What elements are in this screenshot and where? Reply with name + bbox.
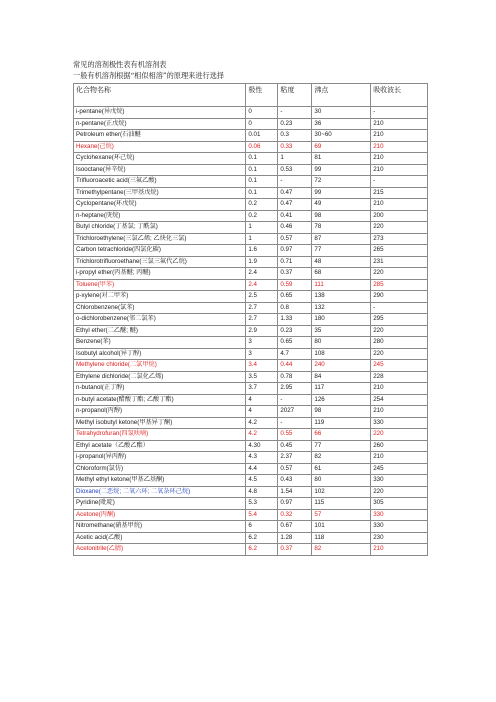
cell-uv-cutoff: - (371, 176, 428, 188)
cell-name: Methyl isobutyl ketone(甲基异丁酮) (74, 417, 246, 429)
cell-boiling-point: 77 (312, 440, 371, 452)
cell-uv-cutoff: 285 (371, 279, 428, 291)
cell-polarity: 4.5 (246, 475, 278, 487)
table-row (74, 325, 428, 337)
cell-polarity: 0.1 (246, 176, 278, 188)
cell-uv-cutoff: 305 (371, 498, 428, 510)
cell-uv-cutoff: 210 (371, 153, 428, 165)
cell-uv-cutoff: 231 (371, 256, 428, 268)
cell-uv-cutoff: 228 (371, 371, 428, 383)
cell-name: Nitromethane(硝基甲烷) (74, 521, 246, 533)
cell-uv-cutoff: 210 (371, 452, 428, 464)
cell-boiling-point: 68 (312, 268, 371, 280)
cell-name: Dioxane(二恶烷; 二氧六环; 二氧杂环己烷) (74, 486, 246, 498)
table-row (74, 440, 428, 452)
cell-boiling-point: 84 (312, 371, 371, 383)
cell-polarity: 4.2 (246, 417, 278, 429)
cell-polarity: 3.7 (246, 383, 278, 395)
cell-polarity: 5.4 (246, 509, 278, 521)
cell-uv-cutoff: 273 (371, 233, 428, 245)
cell-name: Butyl chloride(丁基氯; 丁酰氯) (74, 222, 246, 234)
cell-name: Hexane(己烷) (74, 141, 246, 153)
cell-polarity: 2.9 (246, 325, 278, 337)
cell-uv-cutoff: 210 (371, 130, 428, 142)
cell-boiling-point: 61 (312, 463, 371, 475)
cell-polarity: 0.1 (246, 187, 278, 199)
header-uv-cutoff: 吸收波长 (371, 84, 428, 107)
cell-boiling-point: 126 (312, 394, 371, 406)
table-row (74, 199, 428, 211)
cell-viscosity: 0.67 (278, 521, 312, 533)
cell-name: Ethylene dichloride(二氯化乙烯) (74, 371, 246, 383)
cell-boiling-point: 80 (312, 475, 371, 487)
table-body (74, 107, 428, 556)
cell-viscosity: - (278, 176, 312, 188)
cell-viscosity: 0.53 (278, 164, 312, 176)
cell-polarity: 3.5 (246, 371, 278, 383)
cell-boiling-point: 117 (312, 383, 371, 395)
cell-polarity: 0.1 (246, 153, 278, 165)
cell-viscosity: 0.32 (278, 509, 312, 521)
table-row (74, 406, 428, 418)
cell-boiling-point: 98 (312, 406, 371, 418)
cell-name: i-propyl ether(丙基醚; 丙醚) (74, 268, 246, 280)
cell-name: Acetone(丙酮) (74, 509, 246, 521)
cell-boiling-point: 99 (312, 164, 371, 176)
cell-polarity: 2.7 (246, 314, 278, 326)
cell-boiling-point: 82 (312, 544, 371, 556)
cell-polarity: 2.7 (246, 302, 278, 314)
cell-uv-cutoff: 265 (371, 245, 428, 257)
cell-viscosity: 1 (278, 153, 312, 165)
cell-polarity: 0 (246, 118, 278, 130)
cell-uv-cutoff: 210 (371, 118, 428, 130)
cell-polarity: 3 (246, 337, 278, 349)
cell-boiling-point: 72 (312, 176, 371, 188)
cell-boiling-point: 66 (312, 429, 371, 441)
cell-boiling-point: 36 (312, 118, 371, 130)
cell-name: n-butanol(正丁醇) (74, 383, 246, 395)
cell-uv-cutoff: 330 (371, 475, 428, 487)
table-row (74, 164, 428, 176)
table-row (74, 222, 428, 234)
table-row (74, 268, 428, 280)
table-row (74, 210, 428, 222)
cell-name: Methylene chloride(二氯甲烷) (74, 360, 246, 372)
cell-name: Toluene(甲苯) (74, 279, 246, 291)
doc-title: 常见的溶剂极性表有机溶剂表 (73, 60, 167, 69)
table-row (74, 141, 428, 153)
cell-boiling-point: 118 (312, 532, 371, 544)
cell-name: Carbon tetrachloride(四氯化碳) (74, 245, 246, 257)
cell-boiling-point: 101 (312, 521, 371, 533)
cell-name: n-propanol(丙醇) (74, 406, 246, 418)
header-boiling-point: 沸点 (312, 84, 371, 107)
table-row (74, 486, 428, 498)
cell-name: Pyridine(吡啶) (74, 498, 246, 510)
cell-viscosity: 2.37 (278, 452, 312, 464)
cell-polarity: 0 (246, 107, 278, 119)
cell-boiling-point: 77 (312, 245, 371, 257)
header-polarity: 极性 (246, 84, 278, 107)
cell-polarity: 0.01 (246, 130, 278, 142)
cell-uv-cutoff: 245 (371, 360, 428, 372)
cell-name: Cyclopentane(环戊烷) (74, 199, 246, 211)
table-row (74, 302, 428, 314)
cell-viscosity: 0.97 (278, 498, 312, 510)
cell-viscosity: - (278, 107, 312, 119)
cell-name: Trichloroethylene(三氯乙烯; 乙炔化三氯) (74, 233, 246, 245)
cell-viscosity: 0.47 (278, 187, 312, 199)
cell-boiling-point: 82 (312, 452, 371, 464)
table-row (74, 394, 428, 406)
cell-viscosity: 0.46 (278, 222, 312, 234)
cell-name: Acetic acid(乙酸) (74, 532, 246, 544)
cell-polarity: 0.1 (246, 164, 278, 176)
cell-viscosity: 0.8 (278, 302, 312, 314)
cell-viscosity: 0.33 (278, 141, 312, 153)
table-row (74, 429, 428, 441)
cell-viscosity: 0.47 (278, 199, 312, 211)
cell-name: Trifluoroacetic acid(三氟乙酸) (74, 176, 246, 188)
cell-viscosity: 0.23 (278, 325, 312, 337)
cell-viscosity: 0.37 (278, 268, 312, 280)
cell-polarity: 1.9 (246, 256, 278, 268)
cell-uv-cutoff: 220 (371, 268, 428, 280)
cell-viscosity: 2027 (278, 406, 312, 418)
cell-name: o-dichlorobenzene(邻二氯苯) (74, 314, 246, 326)
cell-uv-cutoff: 210 (371, 141, 428, 153)
table-row (74, 521, 428, 533)
table-row (74, 314, 428, 326)
cell-polarity: 2.4 (246, 268, 278, 280)
table-row (74, 107, 428, 119)
cell-viscosity: 0.65 (278, 337, 312, 349)
table-row (74, 291, 428, 303)
table-row (74, 371, 428, 383)
cell-boiling-point: 180 (312, 314, 371, 326)
cell-viscosity: 0.45 (278, 440, 312, 452)
cell-polarity: 6.2 (246, 532, 278, 544)
cell-name: Chlorobenzene(氯苯) (74, 302, 246, 314)
cell-name: Isooctane(异辛烷) (74, 164, 246, 176)
cell-name: Methyl ethyl ketone(甲基乙基酮) (74, 475, 246, 487)
cell-name: Cyclohexane(环己烷) (74, 153, 246, 165)
cell-uv-cutoff: 220 (371, 429, 428, 441)
table-row (74, 532, 428, 544)
cell-name: Benzene(苯) (74, 337, 246, 349)
cell-polarity: 3.4 (246, 360, 278, 372)
cell-boiling-point: 57 (312, 509, 371, 521)
cell-viscosity: 0.71 (278, 256, 312, 268)
cell-polarity: 1.6 (246, 245, 278, 257)
cell-boiling-point: 115 (312, 498, 371, 510)
cell-name: Acetonitrile(乙腈) (74, 544, 246, 556)
cell-uv-cutoff: 260 (371, 440, 428, 452)
table-row (74, 475, 428, 487)
table-row (74, 337, 428, 349)
cell-viscosity: 0.44 (278, 360, 312, 372)
table-row (74, 130, 428, 142)
cell-polarity: 4.8 (246, 486, 278, 498)
cell-boiling-point: 138 (312, 291, 371, 303)
cell-name: p-xylene(对二甲苯) (74, 291, 246, 303)
cell-polarity: 4 (246, 394, 278, 406)
cell-polarity: 0.2 (246, 199, 278, 211)
cell-name: n-butyl acetate(醋酸丁酯; 乙酸丁酯) (74, 394, 246, 406)
cell-uv-cutoff: - (371, 107, 428, 119)
table-row (74, 176, 428, 188)
cell-boiling-point: 102 (312, 486, 371, 498)
cell-uv-cutoff: 210 (371, 199, 428, 211)
table-row (74, 498, 428, 510)
table-row (74, 187, 428, 199)
cell-uv-cutoff: 210 (371, 544, 428, 556)
table-row (74, 348, 428, 360)
cell-name: Ethyl ether(二乙醚; 醚) (74, 325, 246, 337)
cell-uv-cutoff: 210 (371, 383, 428, 395)
cell-boiling-point: 111 (312, 279, 371, 291)
cell-viscosity: 0.23 (278, 118, 312, 130)
cell-polarity: 2.4 (246, 279, 278, 291)
cell-uv-cutoff: 215 (371, 187, 428, 199)
cell-boiling-point: 49 (312, 199, 371, 211)
cell-viscosity: 0.97 (278, 245, 312, 257)
cell-uv-cutoff: 295 (371, 314, 428, 326)
cell-boiling-point: 30 (312, 107, 371, 119)
table-row (74, 360, 428, 372)
cell-boiling-point: 81 (312, 153, 371, 165)
cell-uv-cutoff: 330 (371, 417, 428, 429)
cell-polarity: 0.06 (246, 141, 278, 153)
cell-boiling-point: 108 (312, 348, 371, 360)
cell-name: Isobutyl alcohol(异丁醇) (74, 348, 246, 360)
cell-name: Tetrahydrofuran(四氢呋喃) (74, 429, 246, 441)
cell-viscosity: 0.43 (278, 475, 312, 487)
cell-viscosity: 0.59 (278, 279, 312, 291)
cell-uv-cutoff: 290 (371, 291, 428, 303)
cell-boiling-point: 87 (312, 233, 371, 245)
cell-polarity: 0.2 (246, 210, 278, 222)
table-row (74, 233, 428, 245)
cell-boiling-point: 80 (312, 337, 371, 349)
cell-viscosity: 0.78 (278, 371, 312, 383)
cell-polarity: 4 (246, 406, 278, 418)
cell-viscosity: 0.57 (278, 463, 312, 475)
cell-viscosity: 1.54 (278, 486, 312, 498)
cell-viscosity: 0.57 (278, 233, 312, 245)
doc-subtitle: 一般有机溶剂根据“相似相溶”的原理来进行选择 (73, 71, 225, 80)
cell-name: i-pentane(异戊烷) (74, 107, 246, 119)
cell-polarity: 4.2 (246, 429, 278, 441)
cell-uv-cutoff: 200 (371, 210, 428, 222)
cell-boiling-point: 30~60 (312, 130, 371, 142)
cell-polarity: 6.2 (246, 544, 278, 556)
cell-polarity: 4.4 (246, 463, 278, 475)
cell-boiling-point: 78 (312, 222, 371, 234)
cell-viscosity: 0.65 (278, 291, 312, 303)
cell-uv-cutoff: 254 (371, 394, 428, 406)
table-row (74, 417, 428, 429)
cell-polarity: 4.3 (246, 452, 278, 464)
cell-uv-cutoff: 230 (371, 532, 428, 544)
solvent-table (73, 83, 428, 556)
cell-uv-cutoff: 330 (371, 521, 428, 533)
cell-polarity: 1 (246, 233, 278, 245)
cell-uv-cutoff: 280 (371, 337, 428, 349)
table-row (74, 544, 428, 556)
cell-polarity: 5.3 (246, 498, 278, 510)
cell-uv-cutoff: 330 (371, 509, 428, 521)
cell-name: Trimethylpentane(三甲基戊烷) (74, 187, 246, 199)
table-header-row (74, 84, 428, 107)
cell-uv-cutoff: 220 (371, 486, 428, 498)
cell-boiling-point: 119 (312, 417, 371, 429)
cell-viscosity: 1.28 (278, 532, 312, 544)
cell-uv-cutoff: - (371, 302, 428, 314)
cell-name: Trichlorotrifluoroethane(三氯三氟代乙烷) (74, 256, 246, 268)
cell-viscosity: 0.37 (278, 544, 312, 556)
cell-uv-cutoff: 210 (371, 164, 428, 176)
table-row (74, 118, 428, 130)
cell-name: Ethyl acetate（乙酸乙酯） (74, 440, 246, 452)
cell-uv-cutoff: 220 (371, 348, 428, 360)
cell-viscosity: 1.33 (278, 314, 312, 326)
table-row (74, 256, 428, 268)
header-viscosity: 粘度 (278, 84, 312, 107)
cell-boiling-point: 98 (312, 210, 371, 222)
cell-uv-cutoff: 220 (371, 325, 428, 337)
cell-viscosity: 0.55 (278, 429, 312, 441)
cell-polarity: 6 (246, 521, 278, 533)
table-row (74, 383, 428, 395)
cell-viscosity: - (278, 394, 312, 406)
cell-viscosity: 2.95 (278, 383, 312, 395)
cell-uv-cutoff: 245 (371, 463, 428, 475)
cell-name: Chloroform(氯仿) (74, 463, 246, 475)
cell-name: Petroleum ether(石油醚 (74, 130, 246, 142)
table-row (74, 279, 428, 291)
cell-polarity: 1 (246, 222, 278, 234)
cell-viscosity: 0.41 (278, 210, 312, 222)
cell-polarity: 4.30 (246, 440, 278, 452)
cell-name: n-pentane(正戊烷) (74, 118, 246, 130)
table-row (74, 245, 428, 257)
cell-polarity: 3 (246, 348, 278, 360)
cell-name: i-propanol(异丙醇) (74, 452, 246, 464)
cell-uv-cutoff: 210 (371, 406, 428, 418)
document (73, 60, 428, 556)
cell-viscosity: - (278, 417, 312, 429)
table-row (74, 509, 428, 521)
cell-name: n-heptane(庚烷) (74, 210, 246, 222)
table-row (74, 452, 428, 464)
cell-polarity: 2.5 (246, 291, 278, 303)
cell-boiling-point: 69 (312, 141, 371, 153)
table-row (74, 463, 428, 475)
cell-boiling-point: 48 (312, 256, 371, 268)
table-row (74, 153, 428, 165)
cell-boiling-point: 132 (312, 302, 371, 314)
cell-viscosity: 4.7 (278, 348, 312, 360)
cell-boiling-point: 240 (312, 360, 371, 372)
cell-viscosity: 0.3 (278, 130, 312, 142)
cell-boiling-point: 99 (312, 187, 371, 199)
header-name: 化合物名称 (74, 84, 246, 107)
cell-uv-cutoff: 220 (371, 222, 428, 234)
cell-boiling-point: 35 (312, 325, 371, 337)
